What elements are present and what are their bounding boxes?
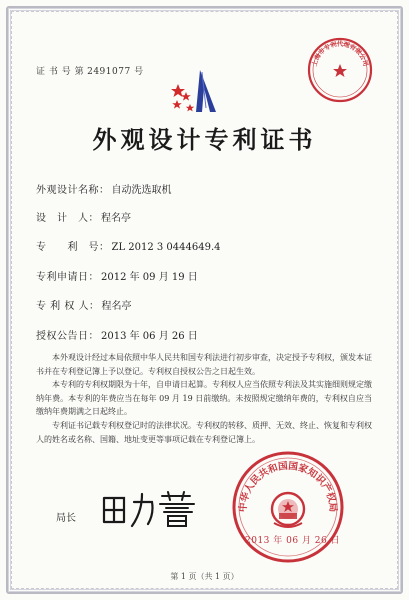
- certificate-body-text: [36, 351, 372, 446]
- design-name-value: 自动洗选取机: [111, 185, 172, 196]
- body-paragraph-3: 专利证书记载专利权登记时的法律状况。专利权的转移、质押、无效、终止、恢复和专利权人的姓名或名称、国籍、地址变更等事项记载在专利登记簿上。: [36, 420, 372, 444]
- director-signature-icon: [98, 488, 198, 530]
- application-date-row: [36, 268, 198, 283]
- patent-number-row: [36, 238, 221, 253]
- grant-date-label: 授权公告日：: [36, 331, 99, 342]
- certificate-number-suffix: 号: [134, 67, 144, 77]
- svg-text:上海市专利代理有限公司: [310, 40, 369, 67]
- grant-date-value: 2013 年 06 月 26 日: [101, 331, 198, 342]
- designer-row: [36, 209, 131, 224]
- page-number: 第 1 页（共 1 页）: [170, 572, 239, 581]
- certificate-number-value: 2491077: [87, 67, 131, 77]
- patent-number-value: ZL 2012 3 0444649.4: [111, 242, 221, 253]
- bottom-seal-text: 中华人民共和国国家知识产权局: [237, 460, 339, 513]
- cnipa-emblem-icon: [166, 62, 222, 118]
- patentee-label: 专 利 权 人：: [36, 301, 100, 312]
- grant-date-row: [36, 327, 198, 342]
- designer-label: 设 计 人：: [36, 213, 99, 224]
- design-name-label: 外观设计名称：: [36, 185, 110, 196]
- patentee-row: [36, 297, 132, 312]
- certificate-title: 外观设计专利证书: [92, 125, 317, 154]
- director-label: 局长: [56, 513, 76, 524]
- certificate-number: [36, 64, 144, 77]
- design-name-row: [36, 181, 172, 196]
- top-seal-text: 上海市专利代理有限公司: [311, 41, 369, 68]
- designer-value: 程名亭: [101, 213, 131, 224]
- seal-date: 2013 年 06 月 26 日: [245, 536, 341, 546]
- patent-number-label: 专 利 号：: [36, 242, 110, 253]
- certificate-number-label: 证 书 号 第: [36, 67, 85, 77]
- body-paragraph-1: 本外观设计经过本局依照中华人民共和国专利法进行初步审查，决定授予专利权，颁发本证书并在专利登记簿上予以登记。专利权自授权公告之日起生效。: [36, 353, 372, 376]
- cnipa-official-seal-icon: [230, 449, 346, 565]
- application-date-value: 2012 年 09 月 19 日: [101, 272, 198, 283]
- application-date-label: 专利申请日：: [36, 272, 99, 283]
- body-paragraph-2: 本专利的专利权期限为十年，自申请日起算。专利权人应当依照专利法及其实施细则规定缴纳年费。本专利的年费应当在每年 09 月 19 日前缴纳。未按照规定缴纳年费的，专利权自应当缴纳年费期满之日起终止。: [36, 380, 372, 417]
- agency-seal-icon: [306, 36, 374, 104]
- patentee-value: 程名亭: [101, 301, 132, 312]
